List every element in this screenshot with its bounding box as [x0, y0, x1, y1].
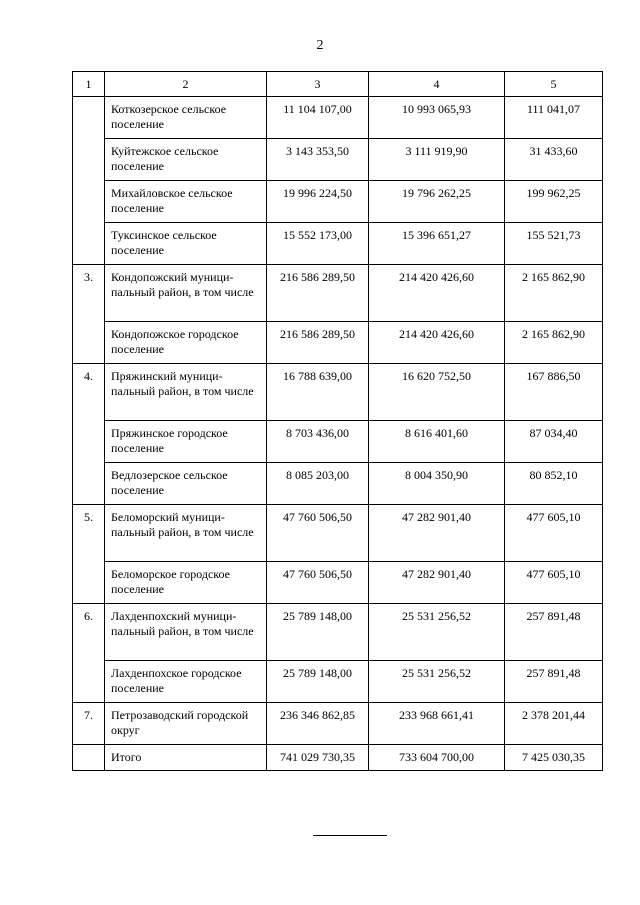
- table-row: [73, 463, 603, 505]
- total-row: [73, 745, 603, 771]
- municipality-name: Кондопожское городское поселение: [105, 322, 267, 364]
- table-row: [73, 265, 603, 322]
- value-col-5: 477 605,10: [505, 505, 603, 562]
- municipality-name: Беломорский муници-пальный район, в том числе: [105, 505, 267, 562]
- municipality-name: Коткозерское сельское поселение: [105, 97, 267, 139]
- value-col-4: 8 004 350,90: [369, 463, 505, 505]
- row-number: 3.: [73, 265, 105, 364]
- value-col-5: 477 605,10: [505, 562, 603, 604]
- table-row: [73, 322, 603, 364]
- value-col-3: 16 788 639,00: [267, 364, 369, 421]
- total-col-5: 7 425 030,35: [505, 745, 603, 771]
- value-col-4: 3 111 919,90: [369, 139, 505, 181]
- municipality-name: Пряжинский муници-пальный район, в том числе: [105, 364, 267, 421]
- value-col-5: 31 433,60: [505, 139, 603, 181]
- value-col-5: 80 852,10: [505, 463, 603, 505]
- table-row: [73, 505, 603, 562]
- municipality-name: Петрозаводский городской округ: [105, 703, 267, 745]
- value-col-5: 2 165 862,90: [505, 322, 603, 364]
- municipality-name: Куйтежское сельское поселение: [105, 139, 267, 181]
- value-col-3: 8 703 436,00: [267, 421, 369, 463]
- municipality-name: Михайловское сельское поселение: [105, 181, 267, 223]
- value-col-4: 25 531 256,52: [369, 604, 505, 661]
- table-row: [73, 181, 603, 223]
- value-col-3: 216 586 289,50: [267, 322, 369, 364]
- value-col-5: 2 378 201,44: [505, 703, 603, 745]
- row-number: 5.: [73, 505, 105, 604]
- municipality-name: Пряжинское городское поселение: [105, 421, 267, 463]
- value-col-4: 10 993 065,93: [369, 97, 505, 139]
- value-col-5: 2 165 862,90: [505, 265, 603, 322]
- value-col-5: 257 891,48: [505, 661, 603, 703]
- value-col-3: 47 760 506,50: [267, 505, 369, 562]
- value-col-3: 8 085 203,00: [267, 463, 369, 505]
- total-col-4: 733 604 700,00: [369, 745, 505, 771]
- table-row: [73, 703, 603, 745]
- header-cell: 3: [267, 72, 369, 97]
- table-row: [73, 604, 603, 661]
- table-row: [73, 223, 603, 265]
- municipality-name: Лахденпохское городское поселение: [105, 661, 267, 703]
- municipality-name: Кондопожский муници-пальный район, в том числе: [105, 265, 267, 322]
- table-header-row: [73, 72, 603, 97]
- value-col-4: 214 420 426,60: [369, 322, 505, 364]
- value-col-3: 11 104 107,00: [267, 97, 369, 139]
- table-row: [73, 421, 603, 463]
- value-col-5: 257 891,48: [505, 604, 603, 661]
- value-col-5: 155 521,73: [505, 223, 603, 265]
- municipality-name: Ведлозерское сельское поселение: [105, 463, 267, 505]
- table-row: [73, 97, 603, 139]
- header-cell: 4: [369, 72, 505, 97]
- value-col-4: 47 282 901,40: [369, 562, 505, 604]
- header-cell: 1: [73, 72, 105, 97]
- value-col-4: 19 796 262,25: [369, 181, 505, 223]
- value-col-5: 199 962,25: [505, 181, 603, 223]
- municipality-name: Беломорское городское поселение: [105, 562, 267, 604]
- value-col-4: 16 620 752,50: [369, 364, 505, 421]
- value-col-3: 19 996 224,50: [267, 181, 369, 223]
- table-row: [73, 562, 603, 604]
- value-col-3: 216 586 289,50: [267, 265, 369, 322]
- value-col-4: 214 420 426,60: [369, 265, 505, 322]
- municipality-name: Лахденпохский муници-пальный район, в том числе: [105, 604, 267, 661]
- total-col-3: 741 029 730,35: [267, 745, 369, 771]
- municipality-name: Туксинское сельское поселение: [105, 223, 267, 265]
- row-number: 6.: [73, 604, 105, 703]
- table-row: [73, 364, 603, 421]
- value-col-5: 111 041,07: [505, 97, 603, 139]
- page-number: 2: [316, 38, 324, 53]
- value-col-3: 15 552 173,00: [267, 223, 369, 265]
- header-cell: 5: [505, 72, 603, 97]
- end-separator-line: [313, 835, 387, 836]
- row-number: 7.: [73, 703, 105, 745]
- value-col-4: 233 968 661,41: [369, 703, 505, 745]
- value-col-4: 47 282 901,40: [369, 505, 505, 562]
- value-col-3: 25 789 148,00: [267, 661, 369, 703]
- row-number: [73, 97, 105, 265]
- table-row: [73, 661, 603, 703]
- value-col-4: 25 531 256,52: [369, 661, 505, 703]
- total-label: Итого: [105, 745, 267, 771]
- row-number: [73, 745, 105, 771]
- row-number: 4.: [73, 364, 105, 505]
- value-col-3: 47 760 506,50: [267, 562, 369, 604]
- header-cell: 2: [105, 72, 267, 97]
- budget-table: [72, 71, 603, 771]
- value-col-3: 25 789 148,00: [267, 604, 369, 661]
- value-col-5: 167 886,50: [505, 364, 603, 421]
- value-col-4: 8 616 401,60: [369, 421, 505, 463]
- value-col-5: 87 034,40: [505, 421, 603, 463]
- value-col-3: 236 346 862,85: [267, 703, 369, 745]
- value-col-4: 15 396 651,27: [369, 223, 505, 265]
- value-col-3: 3 143 353,50: [267, 139, 369, 181]
- table-row: [73, 139, 603, 181]
